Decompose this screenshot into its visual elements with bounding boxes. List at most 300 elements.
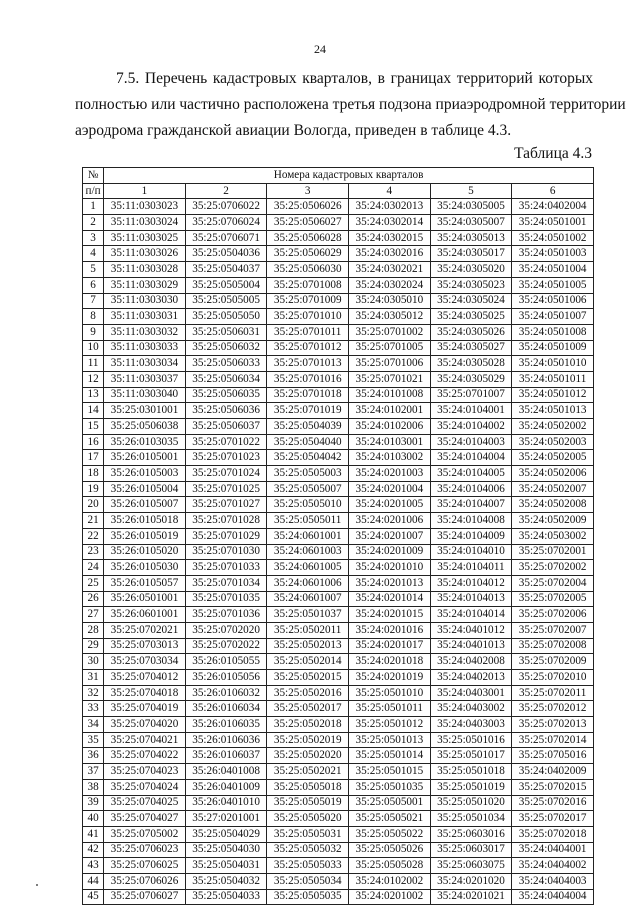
cadastral-number-cell: 35:25:0505034 xyxy=(267,873,349,889)
cadastral-number-cell: 35:25:0505007 xyxy=(267,481,349,497)
cadastral-number-cell: 35:26:0401010 xyxy=(185,795,267,811)
table-row xyxy=(83,450,594,466)
cadastral-number-cell: 35:25:0505033 xyxy=(267,858,349,874)
cadastral-number-cell: 35:25:0506034 xyxy=(185,371,267,387)
cadastral-number-cell: 35:24:0201007 xyxy=(349,528,431,544)
cadastral-number-cell: 35:26:0601001 xyxy=(104,607,186,623)
cadastral-number-cell: 35:26:0501001 xyxy=(104,591,186,607)
cadastral-number-cell: 35:24:0201016 xyxy=(349,622,431,638)
cadastral-number-cell: 35:25:0506038 xyxy=(104,419,186,435)
cadastral-number-cell: 35:26:0401009 xyxy=(185,779,267,795)
table-row xyxy=(83,230,594,246)
cadastral-number-cell: 35:25:0501011 xyxy=(349,701,431,717)
row-number-cell: 38 xyxy=(83,779,104,795)
cadastral-number-cell: 35:24:0104014 xyxy=(430,607,512,623)
cadastral-number-cell: 35:24:0403001 xyxy=(430,685,512,701)
cadastral-number-cell: 35:11:0303023 xyxy=(104,199,186,215)
row-number-cell: 19 xyxy=(83,481,104,497)
cadastral-number-cell: 35:25:0502020 xyxy=(267,748,349,764)
row-number-cell: 22 xyxy=(83,528,104,544)
cadastral-number-cell: 35:26:0105019 xyxy=(104,528,186,544)
cadastral-number-cell: 35:25:0603075 xyxy=(430,858,512,874)
table-row xyxy=(83,340,594,356)
cadastral-number-cell: 35:25:0505028 xyxy=(349,858,431,874)
cadastral-number-cell: 35:24:0201015 xyxy=(349,607,431,623)
table-row xyxy=(83,685,594,701)
table-row xyxy=(83,528,594,544)
table-row xyxy=(83,591,594,607)
cadastral-number-cell: 35:25:0701024 xyxy=(185,466,267,482)
cadastral-number-cell: 35:25:0506033 xyxy=(185,356,267,372)
cadastral-number-cell: 35:25:0701018 xyxy=(267,387,349,403)
cadastral-number-cell: 35:25:0702012 xyxy=(512,701,594,717)
cadastral-quarters-table xyxy=(82,167,594,905)
cadastral-number-cell: 35:25:0504039 xyxy=(267,419,349,435)
cadastral-number-cell: 35:25:0704025 xyxy=(104,795,186,811)
row-number-cell: 2 xyxy=(83,215,104,231)
row-number-cell: 21 xyxy=(83,513,104,529)
cadastral-number-cell: 35:25:0506031 xyxy=(185,324,267,340)
table-row xyxy=(83,356,594,372)
row-number-cell: 42 xyxy=(83,842,104,858)
row-number-cell: 4 xyxy=(83,246,104,262)
cadastral-number-cell: 35:24:0101008 xyxy=(349,387,431,403)
cadastral-number-cell: 35:24:0104002 xyxy=(430,419,512,435)
table-row xyxy=(83,403,594,419)
table-row xyxy=(83,732,594,748)
row-number-cell: 20 xyxy=(83,497,104,513)
cadastral-number-cell: 35:25:0703013 xyxy=(104,638,186,654)
cadastral-number-cell: 35:25:0502018 xyxy=(267,717,349,733)
cadastral-number-cell: 35:24:0201009 xyxy=(349,544,431,560)
cadastral-number-cell: 35:25:0704021 xyxy=(104,732,186,748)
cadastral-number-cell: 35:24:0104008 xyxy=(430,513,512,529)
row-number-cell: 36 xyxy=(83,748,104,764)
cadastral-number-cell: 35:25:0701019 xyxy=(267,403,349,419)
cadastral-number-cell: 35:25:0701028 xyxy=(185,513,267,529)
cadastral-number-cell: 35:25:0701005 xyxy=(349,340,431,356)
cadastral-number-cell: 35:26:0103035 xyxy=(104,434,186,450)
cadastral-number-cell: 35:25:0702004 xyxy=(512,575,594,591)
scan-speck xyxy=(36,884,38,886)
table-row xyxy=(83,748,594,764)
cadastral-number-cell: 35:25:0505018 xyxy=(267,779,349,795)
cadastral-number-cell: 35:25:0702006 xyxy=(512,607,594,623)
cadastral-number-cell: 35:24:0201021 xyxy=(430,889,512,905)
cadastral-number-cell: 35:25:0702007 xyxy=(512,622,594,638)
cadastral-number-cell: 35:11:0303034 xyxy=(104,356,186,372)
column-header: 5 xyxy=(430,183,512,199)
row-number-cell: 39 xyxy=(83,795,104,811)
row-number-cell: 12 xyxy=(83,371,104,387)
table-row xyxy=(83,811,594,827)
cadastral-number-cell: 35:25:0704018 xyxy=(104,685,186,701)
cadastral-number-cell: 35:25:0505022 xyxy=(349,826,431,842)
row-number-cell: 29 xyxy=(83,638,104,654)
cadastral-number-cell: 35:25:0706027 xyxy=(104,889,186,905)
cadastral-number-cell: 35:11:0303040 xyxy=(104,387,186,403)
cadastral-number-cell: 35:24:0305025 xyxy=(430,309,512,325)
cadastral-number-cell: 35:11:0303037 xyxy=(104,371,186,387)
cadastral-number-cell: 35:25:0505035 xyxy=(267,889,349,905)
cadastral-number-cell: 35:25:0505032 xyxy=(267,842,349,858)
table-row xyxy=(83,889,594,905)
cadastral-number-cell: 35:11:0303033 xyxy=(104,340,186,356)
cadastral-number-cell: 35:24:0302021 xyxy=(349,262,431,278)
table-row xyxy=(83,622,594,638)
cadastral-number-cell: 35:24:0501005 xyxy=(512,277,594,293)
cadastral-number-cell: 35:25:0702010 xyxy=(512,670,594,686)
cadastral-number-cell: 35:24:0402008 xyxy=(430,654,512,670)
cadastral-number-cell: 35:25:0701021 xyxy=(349,371,431,387)
cadastral-number-cell: 35:25:0502011 xyxy=(267,622,349,638)
cadastral-number-cell: 35:24:0403003 xyxy=(430,717,512,733)
cadastral-number-cell: 35:25:0505031 xyxy=(267,826,349,842)
cadastral-number-cell: 35:25:0702018 xyxy=(512,826,594,842)
cadastral-number-cell: 35:24:0305023 xyxy=(430,277,512,293)
row-number-cell: 31 xyxy=(83,670,104,686)
cadastral-number-cell: 35:25:0506026 xyxy=(267,199,349,215)
cadastral-number-cell: 35:25:0706071 xyxy=(185,230,267,246)
cadastral-number-cell: 35:26:0106036 xyxy=(185,732,267,748)
cadastral-number-cell: 35:25:0506035 xyxy=(185,387,267,403)
cadastral-number-cell: 35:25:0502019 xyxy=(267,732,349,748)
num-header-bottom: п/п xyxy=(83,183,104,199)
cadastral-number-cell: 35:25:0502021 xyxy=(267,764,349,780)
cadastral-number-cell: 35:25:0501016 xyxy=(430,732,512,748)
cadastral-number-cell: 35:25:0501018 xyxy=(430,764,512,780)
table-row xyxy=(83,842,594,858)
cadastral-number-cell: 35:26:0106034 xyxy=(185,701,267,717)
cadastral-number-cell: 35:25:0505021 xyxy=(349,811,431,827)
table-row xyxy=(83,764,594,780)
row-number-cell: 28 xyxy=(83,622,104,638)
column-header: 4 xyxy=(349,183,431,199)
row-number-cell: 3 xyxy=(83,230,104,246)
cadastral-number-cell: 35:25:0501020 xyxy=(430,795,512,811)
table-row xyxy=(83,717,594,733)
cadastral-number-cell: 35:24:0501013 xyxy=(512,403,594,419)
row-number-cell: 18 xyxy=(83,466,104,482)
page-number: 24 xyxy=(314,42,326,56)
cadastral-number-cell: 35:24:0402009 xyxy=(512,764,594,780)
cadastral-number-cell: 35:24:0502009 xyxy=(512,513,594,529)
cadastral-number-cell: 35:25:0504030 xyxy=(185,842,267,858)
cadastral-number-cell: 35:25:0702022 xyxy=(185,638,267,654)
cadastral-number-cell: 35:24:0501012 xyxy=(512,387,594,403)
cadastral-number-cell: 35:24:0104001 xyxy=(430,403,512,419)
cadastral-number-cell: 35:24:0302016 xyxy=(349,246,431,262)
table-row xyxy=(83,262,594,278)
cadastral-number-cell: 35:24:0201017 xyxy=(349,638,431,654)
paragraph xyxy=(75,66,626,144)
cadastral-number-cell: 35:25:0701011 xyxy=(267,324,349,340)
row-number-cell: 11 xyxy=(83,356,104,372)
cadastral-number-cell: 35:24:0601005 xyxy=(267,560,349,576)
cadastral-number-cell: 35:25:0504033 xyxy=(185,889,267,905)
cadastral-number-cell: 35:26:0105004 xyxy=(104,481,186,497)
table-row xyxy=(83,466,594,482)
cadastral-number-cell: 35:25:0505010 xyxy=(267,497,349,513)
cadastral-number-cell: 35:24:0104011 xyxy=(430,560,512,576)
cadastral-number-cell: 35:25:0704019 xyxy=(104,701,186,717)
cadastral-number-cell: 35:24:0305012 xyxy=(349,309,431,325)
cadastral-number-cell: 35:25:0502015 xyxy=(267,670,349,686)
cadastral-number-cell: 35:25:0701010 xyxy=(267,309,349,325)
cadastral-number-cell: 35:25:0504042 xyxy=(267,450,349,466)
cadastral-number-cell: 35:25:0501012 xyxy=(349,717,431,733)
cadastral-number-cell: 35:24:0305020 xyxy=(430,262,512,278)
cadastral-number-cell: 35:25:0701013 xyxy=(267,356,349,372)
cadastral-number-cell: 35:25:0701023 xyxy=(185,450,267,466)
cadastral-number-cell: 35:25:0506037 xyxy=(185,419,267,435)
cadastral-number-cell: 35:24:0104012 xyxy=(430,575,512,591)
table-row xyxy=(83,638,594,654)
cadastral-number-cell: 35:25:0705016 xyxy=(512,748,594,764)
cadastral-number-cell: 35:25:0701025 xyxy=(185,481,267,497)
cadastral-number-cell: 35:11:0303025 xyxy=(104,230,186,246)
row-number-cell: 26 xyxy=(83,591,104,607)
cadastral-number-cell: 35:24:0104013 xyxy=(430,591,512,607)
cadastral-number-cell: 35:25:0701027 xyxy=(185,497,267,513)
table-row xyxy=(83,544,594,560)
cadastral-number-cell: 35:24:0104009 xyxy=(430,528,512,544)
cadastral-number-cell: 35:24:0201003 xyxy=(349,466,431,482)
table-caption: Таблица 4.3 xyxy=(514,145,592,162)
cadastral-number-cell: 35:25:0702021 xyxy=(104,622,186,638)
cadastral-number-cell: 35:25:0505001 xyxy=(349,795,431,811)
paragraph-line-1: 7.5. Перечень кадастровых кварталов, в границах территорий которых xyxy=(116,70,593,87)
row-number-cell: 9 xyxy=(83,324,104,340)
cadastral-number-cell: 35:24:0104003 xyxy=(430,434,512,450)
cadastral-number-cell: 35:25:0702001 xyxy=(512,544,594,560)
table-row xyxy=(83,779,594,795)
cadastral-number-cell: 35:25:0504036 xyxy=(185,246,267,262)
table-row xyxy=(83,246,594,262)
cadastral-number-cell: 35:24:0302024 xyxy=(349,277,431,293)
cadastral-number-cell: 35:24:0502002 xyxy=(512,419,594,435)
cadastral-number-cell: 35:25:0702005 xyxy=(512,591,594,607)
cadastral-number-cell: 35:24:0302015 xyxy=(349,230,431,246)
cadastral-number-cell: 35:26:0105057 xyxy=(104,575,186,591)
cadastral-number-cell: 35:24:0305029 xyxy=(430,371,512,387)
cadastral-number-cell: 35:25:0502016 xyxy=(267,685,349,701)
row-number-cell: 27 xyxy=(83,607,104,623)
cadastral-number-cell: 35:25:0505011 xyxy=(267,513,349,529)
cadastral-number-cell: 35:11:0303026 xyxy=(104,246,186,262)
table-row xyxy=(83,575,594,591)
cadastral-number-cell: 35:25:0701035 xyxy=(185,591,267,607)
row-number-cell: 6 xyxy=(83,277,104,293)
row-number-cell: 10 xyxy=(83,340,104,356)
cadastral-number-cell: 35:25:0702013 xyxy=(512,717,594,733)
cadastral-number-cell: 35:11:0303032 xyxy=(104,324,186,340)
cadastral-number-cell: 35:25:0702014 xyxy=(512,732,594,748)
cadastral-number-cell: 35:24:0201013 xyxy=(349,575,431,591)
cadastral-number-cell: 35:25:0505003 xyxy=(267,466,349,482)
group-header: Номера кадастровых кварталов xyxy=(104,168,594,184)
cadastral-number-cell: 35:24:0502003 xyxy=(512,434,594,450)
column-header: 2 xyxy=(185,183,267,199)
cadastral-number-cell: 35:27:0201001 xyxy=(185,811,267,827)
cadastral-number-cell: 35:24:0305017 xyxy=(430,246,512,262)
row-number-cell: 23 xyxy=(83,544,104,560)
cadastral-number-cell: 35:24:0201018 xyxy=(349,654,431,670)
cadastral-number-cell: 35:24:0401012 xyxy=(430,622,512,638)
cadastral-number-cell: 35:25:0506032 xyxy=(185,340,267,356)
cadastral-number-cell: 35:26:0105030 xyxy=(104,560,186,576)
table-row xyxy=(83,497,594,513)
cadastral-number-cell: 35:24:0305013 xyxy=(430,230,512,246)
cadastral-number-cell: 35:24:0404004 xyxy=(512,889,594,905)
cadastral-number-cell: 35:25:0701036 xyxy=(185,607,267,623)
cadastral-number-cell: 35:25:0502017 xyxy=(267,701,349,717)
cadastral-number-cell: 35:25:0504040 xyxy=(267,434,349,450)
table-row xyxy=(83,215,594,231)
cadastral-number-cell: 35:25:0505026 xyxy=(349,842,431,858)
row-number-cell: 15 xyxy=(83,419,104,435)
row-number-cell: 7 xyxy=(83,293,104,309)
cadastral-number-cell: 35:25:0704027 xyxy=(104,811,186,827)
cadastral-number-cell: 35:24:0501004 xyxy=(512,262,594,278)
cadastral-number-cell: 35:24:0501008 xyxy=(512,324,594,340)
cadastral-number-cell: 35:25:0704020 xyxy=(104,717,186,733)
row-number-cell: 1 xyxy=(83,199,104,215)
cadastral-number-cell: 35:24:0501009 xyxy=(512,340,594,356)
table-row xyxy=(83,324,594,340)
cadastral-number-cell: 35:24:0201019 xyxy=(349,670,431,686)
table-row xyxy=(83,371,594,387)
cadastral-number-cell: 35:25:0701016 xyxy=(267,371,349,387)
cadastral-number-cell: 35:24:0305024 xyxy=(430,293,512,309)
cadastral-number-cell: 35:24:0102002 xyxy=(349,873,431,889)
row-number-cell: 13 xyxy=(83,387,104,403)
row-number-cell: 16 xyxy=(83,434,104,450)
cadastral-number-cell: 35:24:0601001 xyxy=(267,528,349,544)
table-row xyxy=(83,701,594,717)
cadastral-number-cell: 35:25:0501015 xyxy=(349,764,431,780)
cadastral-number-cell: 35:25:0704012 xyxy=(104,670,186,686)
cadastral-number-cell: 35:26:0106032 xyxy=(185,685,267,701)
table-row xyxy=(83,419,594,435)
cadastral-number-cell: 35:26:0105018 xyxy=(104,513,186,529)
cadastral-number-cell: 35:24:0201006 xyxy=(349,513,431,529)
cadastral-number-cell: 35:24:0404003 xyxy=(512,873,594,889)
cadastral-number-cell: 35:25:0505050 xyxy=(185,309,267,325)
cadastral-number-cell: 35:25:0701012 xyxy=(267,340,349,356)
cadastral-number-cell: 35:25:0504032 xyxy=(185,873,267,889)
cadastral-number-cell: 35:24:0502006 xyxy=(512,466,594,482)
cadastral-number-cell: 35:25:0506036 xyxy=(185,403,267,419)
cadastral-number-cell: 35:25:0706022 xyxy=(185,199,267,215)
table-row xyxy=(83,293,594,309)
cadastral-number-cell: 35:25:0702008 xyxy=(512,638,594,654)
row-number-cell: 37 xyxy=(83,764,104,780)
cadastral-number-cell: 35:26:0401008 xyxy=(185,764,267,780)
cadastral-number-cell: 35:25:0702020 xyxy=(185,622,267,638)
row-number-cell: 32 xyxy=(83,685,104,701)
row-number-cell: 33 xyxy=(83,701,104,717)
cadastral-number-cell: 35:24:0104004 xyxy=(430,450,512,466)
cadastral-number-cell: 35:24:0102006 xyxy=(349,419,431,435)
cadastral-number-cell: 35:25:0701006 xyxy=(349,356,431,372)
cadastral-number-cell: 35:24:0103002 xyxy=(349,450,431,466)
row-number-cell: 43 xyxy=(83,858,104,874)
cadastral-number-cell: 35:25:0301001 xyxy=(104,403,186,419)
cadastral-number-cell: 35:25:0505020 xyxy=(267,811,349,827)
cadastral-number-cell: 35:24:0501011 xyxy=(512,371,594,387)
num-header-top: № xyxy=(83,168,104,184)
row-number-cell: 30 xyxy=(83,654,104,670)
cadastral-number-cell: 35:24:0402004 xyxy=(512,199,594,215)
cadastral-number-cell: 35:25:0501014 xyxy=(349,748,431,764)
cadastral-number-cell: 35:25:0505005 xyxy=(185,293,267,309)
cadastral-number-cell: 35:25:0705002 xyxy=(104,826,186,842)
cadastral-number-cell: 35:25:0702011 xyxy=(512,685,594,701)
cadastral-number-cell: 35:24:0501003 xyxy=(512,246,594,262)
cadastral-number-cell: 35:25:0505019 xyxy=(267,795,349,811)
cadastral-number-cell: 35:25:0702009 xyxy=(512,654,594,670)
cadastral-number-cell: 35:24:0401013 xyxy=(430,638,512,654)
cadastral-number-cell: 35:24:0402013 xyxy=(430,670,512,686)
cadastral-number-cell: 35:25:0505004 xyxy=(185,277,267,293)
cadastral-number-cell: 35:24:0404002 xyxy=(512,858,594,874)
column-header: 6 xyxy=(512,183,594,199)
cadastral-number-cell: 35:24:0305005 xyxy=(430,199,512,215)
row-number-cell: 45 xyxy=(83,889,104,905)
table-row xyxy=(83,387,594,403)
cadastral-number-cell: 35:25:0706023 xyxy=(104,842,186,858)
cadastral-number-cell: 35:24:0201004 xyxy=(349,481,431,497)
table-row xyxy=(83,654,594,670)
cadastral-number-cell: 35:25:0506027 xyxy=(267,215,349,231)
cadastral-number-cell: 35:24:0201020 xyxy=(430,873,512,889)
cadastral-number-cell: 35:25:0703034 xyxy=(104,654,186,670)
cadastral-number-cell: 35:24:0501010 xyxy=(512,356,594,372)
cadastral-number-cell: 35:25:0501035 xyxy=(349,779,431,795)
cadastral-number-cell: 35:25:0704024 xyxy=(104,779,186,795)
cadastral-number-cell: 35:24:0104006 xyxy=(430,481,512,497)
cadastral-number-cell: 35:11:0303030 xyxy=(104,293,186,309)
cadastral-number-cell: 35:24:0103001 xyxy=(349,434,431,450)
cadastral-number-cell: 35:25:0701033 xyxy=(185,560,267,576)
cadastral-number-cell: 35:24:0104010 xyxy=(430,544,512,560)
table-row xyxy=(83,560,594,576)
cadastral-number-cell: 35:24:0501006 xyxy=(512,293,594,309)
table-row xyxy=(83,826,594,842)
cadastral-number-cell: 35:24:0104007 xyxy=(430,497,512,513)
cadastral-number-cell: 35:25:0506029 xyxy=(267,246,349,262)
table-row xyxy=(83,858,594,874)
cadastral-number-cell: 35:25:0504037 xyxy=(185,262,267,278)
table-row xyxy=(83,199,594,215)
cadastral-number-cell: 35:25:0501017 xyxy=(430,748,512,764)
cadastral-number-cell: 35:25:0502014 xyxy=(267,654,349,670)
cadastral-number-cell: 35:25:0701022 xyxy=(185,434,267,450)
cadastral-number-cell: 35:25:0701034 xyxy=(185,575,267,591)
table-row xyxy=(83,309,594,325)
cadastral-number-cell: 35:24:0404001 xyxy=(512,842,594,858)
table-row xyxy=(83,481,594,497)
table-row xyxy=(83,277,594,293)
table-row xyxy=(83,670,594,686)
cadastral-number-cell: 35:24:0502005 xyxy=(512,450,594,466)
column-header: 1 xyxy=(104,183,186,199)
cadastral-number-cell: 35:25:0501013 xyxy=(349,732,431,748)
table-row xyxy=(83,607,594,623)
cadastral-number-cell: 35:25:0504029 xyxy=(185,826,267,842)
cadastral-number-cell: 35:24:0601007 xyxy=(267,591,349,607)
